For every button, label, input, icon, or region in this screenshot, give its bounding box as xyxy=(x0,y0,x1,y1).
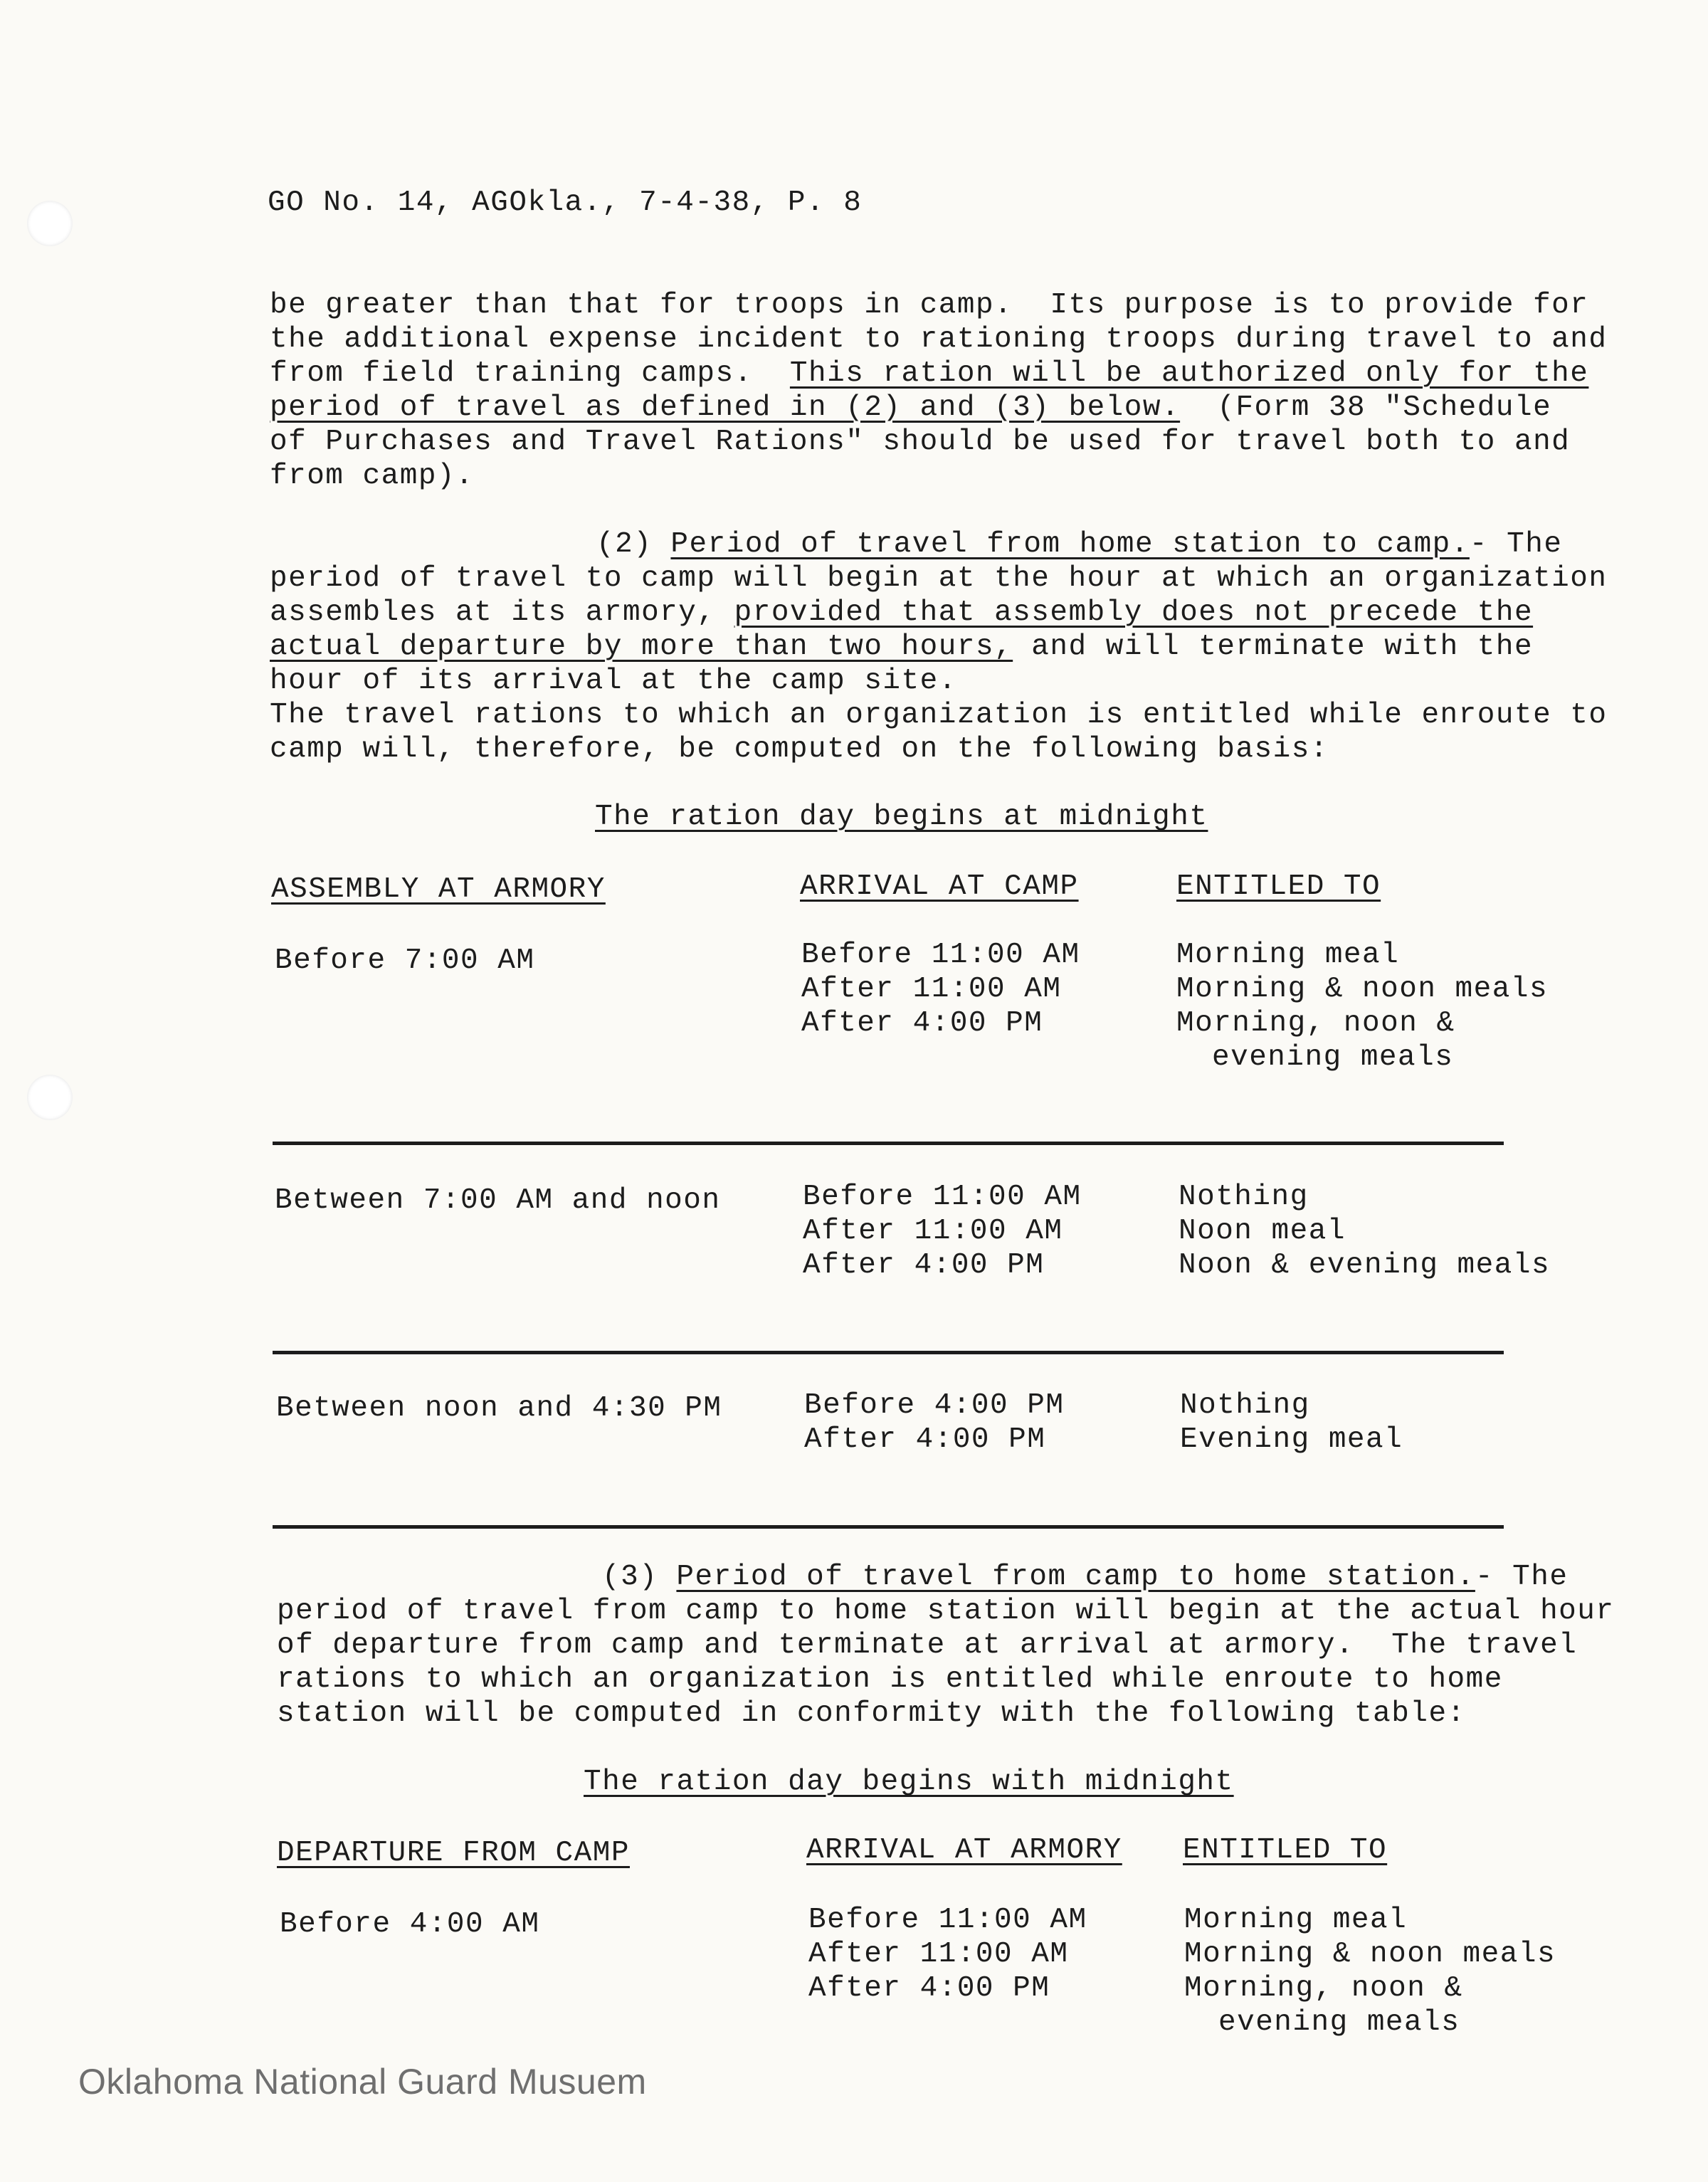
table-cell: Evening meal xyxy=(1180,1423,1403,1456)
underlined-text: This ration will be authorized only for the xyxy=(789,357,1589,390)
table-cell: Before 11:00 AM xyxy=(803,1181,1082,1213)
table-cell: Morning, noon & xyxy=(1176,1007,1455,1040)
table-cell: evening meals xyxy=(1212,1041,1454,1074)
table-cell: Before 4:00 AM xyxy=(280,1908,540,1941)
para3-line: station will be computed in conformity with the following table: xyxy=(277,1697,1466,1730)
column-header: ARRIVAL AT CAMP xyxy=(800,870,1079,903)
table-caption: The ration day begins at midnight xyxy=(595,801,1208,833)
table-cell: After 4:00 PM xyxy=(808,1972,1050,2005)
table-cell: Nothing xyxy=(1179,1181,1309,1213)
table-cell: After 11:00 AM xyxy=(808,1938,1069,1971)
column-header: ARRIVAL AT ARMORY xyxy=(806,1834,1122,1867)
document-reference: GO No. 14, AGOkla., 7-4-38, P. 8 xyxy=(268,186,863,219)
section-title: Period of travel from camp to home station. xyxy=(676,1561,1475,1593)
para1-line: the additional expense incident to rationing troops during travel to and xyxy=(270,323,1608,356)
table-cell: Before 11:00 AM xyxy=(808,1904,1087,1936)
museum-watermark: Oklahoma National Guard Musuem xyxy=(78,2062,647,2102)
table-cell: Morning meal xyxy=(1176,939,1400,971)
para2-heading-line: (2) Period of travel from home station to camp.- The xyxy=(596,528,1563,561)
para1-line: from field training camps. This ration will be authorized only for the xyxy=(270,357,1589,390)
punch-hole-top xyxy=(27,201,73,246)
para2-line: period of travel to camp will begin at the hour at which an organization xyxy=(270,562,1608,595)
para3-line: of departure from camp and terminate at arrival at armory. The travel xyxy=(277,1629,1578,1662)
column-header: ENTITLED TO xyxy=(1176,870,1381,903)
table-cell: Nothing xyxy=(1180,1389,1310,1422)
section-title: Period of travel from home station to camp. xyxy=(670,528,1470,561)
table-cell: After 4:00 PM xyxy=(803,1249,1045,1282)
column-header: ENTITLED TO xyxy=(1183,1834,1388,1867)
column-header: DEPARTURE FROM CAMP xyxy=(277,1837,630,1870)
para2-line: camp will, therefore, be computed on the following basis: xyxy=(270,733,1329,766)
para2-line: assembles at its armory, provided that assembly does not precede the xyxy=(270,596,1534,629)
para1-line: period of travel as defined in (2) and (3) below. (Form 38 "Schedule xyxy=(270,391,1552,424)
para1-line: of Purchases and Travel Rations" should be used for travel both to and xyxy=(270,426,1571,458)
table-caption: The ration day begins with midnight xyxy=(584,1766,1234,1798)
section-divider xyxy=(273,1142,1504,1145)
table-cell: Noon meal xyxy=(1179,1215,1346,1248)
table-cell: After 4:00 PM xyxy=(804,1423,1046,1456)
table-cell: Morning meal xyxy=(1184,1904,1408,1936)
table-cell: Morning & noon meals xyxy=(1176,973,1549,1006)
table-cell: Before 4:00 PM xyxy=(804,1389,1065,1422)
para2-line: actual departure by more than two hours, and will terminate with the xyxy=(270,631,1534,663)
table-cell: Between 7:00 AM and noon xyxy=(275,1184,721,1217)
para1-line: be greater than that for troops in camp. Its purpose is to provide for xyxy=(270,289,1589,322)
punch-hole-bottom xyxy=(27,1075,73,1120)
table-cell: Morning & noon meals xyxy=(1184,1938,1556,1971)
para3-line: rations to which an organization is entitled while enroute to home xyxy=(277,1663,1503,1696)
para2-line: hour of its arrival at the camp site. xyxy=(270,665,957,697)
table-cell: Before 7:00 AM xyxy=(275,944,535,977)
underlined-text: provided that assembly does not precede the xyxy=(734,596,1534,629)
section-divider xyxy=(273,1525,1504,1529)
para3-heading-line: (3) Period of travel from camp to home station.- The xyxy=(602,1561,1569,1593)
table-cell: After 4:00 PM xyxy=(801,1007,1043,1040)
underlined-text: period of travel as defined in (2) and (3) below. xyxy=(270,391,1181,424)
para2-line: The travel rations to which an organization is entitled while enroute to xyxy=(270,699,1608,732)
column-header: ASSEMBLY AT ARMORY xyxy=(271,873,606,906)
table-cell: Morning, noon & xyxy=(1184,1972,1463,2005)
table-cell: Between noon and 4:30 PM xyxy=(276,1392,722,1425)
table-cell: After 11:00 AM xyxy=(803,1215,1063,1248)
underlined-text: actual departure by more than two hours, xyxy=(270,631,1013,663)
table-cell: After 11:00 AM xyxy=(801,973,1062,1006)
table-cell: Noon & evening meals xyxy=(1179,1249,1551,1282)
para1-line: from camp). xyxy=(270,460,475,492)
para3-line: period of travel from camp to home station will begin at the actual hour xyxy=(277,1595,1615,1628)
table-cell: Before 11:00 AM xyxy=(801,939,1080,971)
section-divider xyxy=(273,1351,1504,1354)
table-cell: evening meals xyxy=(1218,2006,1460,2039)
